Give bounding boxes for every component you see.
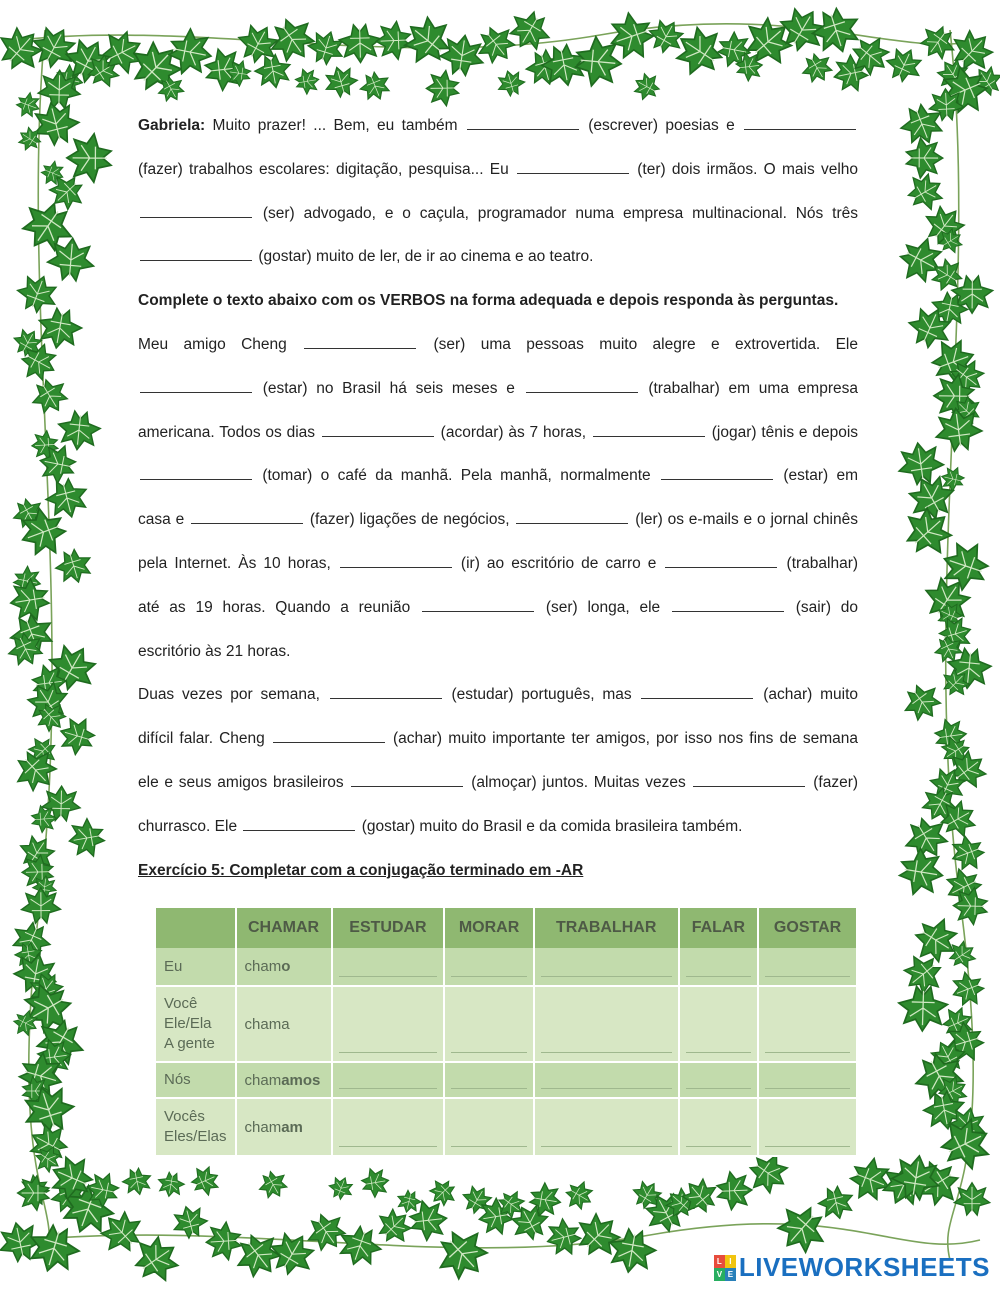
chamar-eu: chamo	[236, 948, 332, 986]
answer-cell[interactable]	[444, 948, 533, 986]
answer-cell[interactable]	[332, 948, 445, 986]
ivy-leaf-icon	[845, 1153, 896, 1206]
ivy-leaf-icon	[914, 20, 960, 66]
answer-blank[interactable]	[273, 730, 385, 743]
answer-blank[interactable]	[593, 424, 705, 437]
chamar-voces: chamam	[236, 1098, 332, 1156]
ivy-leaf-icon	[67, 134, 111, 183]
answer-blank[interactable]	[140, 248, 252, 261]
answer-cell[interactable]	[679, 1062, 759, 1098]
ivy-leaf-icon	[294, 67, 321, 96]
ivy-leaf-icon	[897, 678, 947, 727]
answer-cell[interactable]	[444, 1098, 533, 1156]
answer-blank[interactable]	[243, 818, 355, 831]
chamar-nos: chamamos	[236, 1062, 332, 1098]
answer-blank[interactable]	[140, 467, 252, 480]
pronoun-eu: Eu	[156, 948, 236, 986]
pronoun-voce: Você Ele/Ela A gente	[156, 986, 236, 1062]
ivy-leaf-icon	[304, 27, 348, 68]
story-line-7: até as 19 horas. Quando a reunião (ser) longa, ele (sair) do	[138, 598, 858, 616]
worksheet-text	[138, 104, 858, 892]
answer-cell[interactable]	[332, 1062, 445, 1098]
table-row-nos	[156, 1062, 857, 1098]
ivy-leaf-icon	[896, 499, 960, 563]
ivy-leaf-icon	[543, 1216, 584, 1259]
ivy-leaf-icon	[66, 816, 107, 859]
ivy-leaf-icon	[13, 270, 63, 318]
dialogue-line-3: (ser) advogado, e o caçula, programador numa empresa multinacional. Nós três	[138, 192, 858, 236]
answer-cell[interactable]	[679, 1098, 759, 1156]
conjugation-table	[156, 908, 858, 1157]
chamar-voce: chama	[236, 986, 332, 1062]
ivy-leaf-icon	[339, 24, 381, 63]
ivy-leaf-icon	[254, 1166, 292, 1203]
ivy-leaf-icon	[898, 986, 948, 1032]
dialogue-line-1: Gabriela: Muito prazer! ... Bem, eu também (escrever) poesias e	[138, 104, 858, 148]
ivy-leaf-icon	[716, 1171, 752, 1211]
answer-cell[interactable]	[679, 986, 759, 1062]
dialogue-line-4: (gostar) muito de ler, de ir ao cinema e ao teatro.	[138, 235, 858, 279]
ivy-leaf-icon	[371, 1203, 418, 1250]
logo-text: LIVEWORKSHEETS	[738, 1252, 990, 1282]
answer-blank[interactable]	[744, 117, 856, 130]
answer-blank[interactable]	[641, 686, 753, 699]
ivy-leaf-icon	[897, 846, 946, 899]
header-gostar: GOSTAR	[758, 908, 857, 948]
answer-cell[interactable]	[332, 1098, 445, 1156]
ivy-leaf-icon	[42, 475, 91, 522]
story-line-9: Duas vezes por semana, (estudar) português, mas (achar) muito	[138, 686, 858, 704]
answer-cell[interactable]	[534, 1098, 679, 1156]
table-row-voces	[156, 1098, 857, 1156]
ivy-leaf-icon	[375, 21, 411, 61]
ivy-leaf-icon	[426, 70, 459, 106]
ivy-leaf-icon	[56, 713, 99, 758]
ivy-leaf-icon	[56, 409, 102, 451]
answer-cell[interactable]	[758, 1062, 857, 1098]
speaker-name: Gabriela:	[138, 117, 206, 134]
answer-blank[interactable]	[526, 380, 638, 393]
exercise-5-heading: Exercício 5: Completar com a conjugação terminado em -AR	[138, 861, 584, 879]
story-line-2: (estar) no Brasil há seis meses e (trabalhar) em uma empresa	[138, 367, 858, 411]
ivy-leaf-icon	[7, 577, 51, 624]
answer-blank[interactable]	[693, 774, 805, 787]
pronoun-voces: Vocês Eles/Elas	[156, 1098, 236, 1156]
ivy-leaf-icon	[187, 1162, 223, 1199]
instruction: Complete o texto abaixo com os VERBOS na forma adequada e depois responda às perguntas.	[138, 292, 839, 310]
answer-blank[interactable]	[672, 599, 784, 612]
ivy-leaf-icon	[360, 1166, 391, 1199]
answer-cell[interactable]	[758, 1098, 857, 1156]
ivy-leaf-icon	[120, 1166, 154, 1198]
table-header-row	[156, 908, 857, 948]
pronoun-nos: Nós	[156, 1062, 236, 1098]
ivy-leaf-icon	[494, 67, 527, 98]
answer-cell[interactable]	[332, 986, 445, 1062]
header-chamar: CHAMAR	[236, 908, 332, 948]
story-line-3: americana. Todos os dias (acordar) às 7 horas, (jogar) tênis e depois	[138, 423, 858, 441]
answer-cell[interactable]	[534, 1062, 679, 1098]
ivy-leaf-icon	[205, 1221, 242, 1261]
vine-stem	[30, 1224, 980, 1248]
answer-blank[interactable]	[140, 205, 252, 218]
ivy-leaf-icon	[561, 1177, 598, 1215]
answer-cell[interactable]	[444, 986, 533, 1062]
answer-blank[interactable]	[516, 511, 628, 524]
answer-cell[interactable]	[534, 986, 679, 1062]
ivy-leaf-icon	[52, 546, 96, 588]
story-line-10: difícil falar. Cheng (achar) muito importante ter amigos, por isso nos fins de semana	[138, 730, 858, 748]
header-estudar: ESTUDAR	[332, 908, 445, 948]
ivy-leaf-icon	[425, 1174, 461, 1210]
story-line-11: ele e seus amigos brasileiros (almoçar) juntos. Muitas vezes (fazer)	[138, 773, 858, 791]
answer-blank[interactable]	[665, 555, 777, 568]
answer-blank[interactable]	[191, 511, 303, 524]
dialogue-line-2: (fazer) trabalhos escolares: digitação, pesquisa... Eu (ter) dois irmãos. O mais velho	[138, 160, 858, 178]
answer-blank[interactable]	[661, 467, 773, 480]
answer-blank[interactable]	[351, 774, 463, 787]
story-line-8: escritório às 21 horas.	[138, 642, 291, 660]
answer-blank[interactable]	[304, 336, 416, 349]
ivy-leaf-icon	[356, 68, 394, 104]
answer-blank[interactable]	[467, 117, 579, 130]
answer-cell[interactable]	[679, 948, 759, 986]
ivy-leaf-icon	[156, 1170, 186, 1198]
ivy-leaf-icon	[321, 63, 361, 101]
liveworksheets-logo	[714, 1252, 990, 1283]
answer-blank[interactable]	[517, 161, 629, 174]
logo-mark-icon: L I V E	[714, 1255, 736, 1281]
ivy-leaf-icon	[21, 887, 60, 923]
ivy-leaf-icon	[797, 48, 837, 87]
story-line-1: Meu amigo Cheng (ser) uma pessoas muito alegre e extrovertida. Ele	[138, 335, 858, 353]
header-trabalhar: TRABALHAR	[534, 908, 679, 948]
answer-blank[interactable]	[330, 686, 442, 699]
story-line-5: casa e (fazer) ligações de negócios, (ler) os e-mails e o jornal chinês	[138, 511, 858, 529]
ivy-leaf-icon	[629, 69, 664, 104]
ivy-leaf-icon	[395, 1188, 424, 1215]
story-line-4: (tomar) o café da manhã. Pela manhã, normalmente (estar) em	[138, 454, 858, 498]
header-morar: MORAR	[444, 908, 533, 948]
story-line-12: churrasco. Ele (gostar) muito do Brasil e da comida brasileira também.	[138, 817, 743, 835]
table-row-eu	[156, 948, 857, 986]
ivy-leaf-icon	[334, 1222, 386, 1272]
header-empty	[156, 908, 236, 948]
answer-cell[interactable]	[758, 948, 857, 986]
answer-blank[interactable]	[322, 424, 434, 437]
ivy-leaf-icon	[881, 43, 927, 87]
answer-blank[interactable]	[340, 555, 452, 568]
ivy-leaf-icon	[326, 1173, 357, 1202]
answer-cell[interactable]	[534, 948, 679, 986]
story-line-6: pela Internet. Às 10 horas, (ir) ao escritório de carro e (trabalhar)	[138, 554, 858, 572]
ivy-leaf-icon	[503, 5, 556, 57]
answer-blank[interactable]	[140, 380, 252, 393]
ivy-leaf-icon	[906, 138, 943, 178]
table-row-voce	[156, 986, 857, 1062]
ivy-leaf-icon	[26, 373, 73, 419]
header-falar: FALAR	[679, 908, 759, 948]
answer-cell[interactable]	[444, 1062, 533, 1098]
answer-cell[interactable]	[758, 986, 857, 1062]
answer-blank[interactable]	[422, 599, 534, 612]
ivy-leaf-icon	[944, 936, 980, 973]
